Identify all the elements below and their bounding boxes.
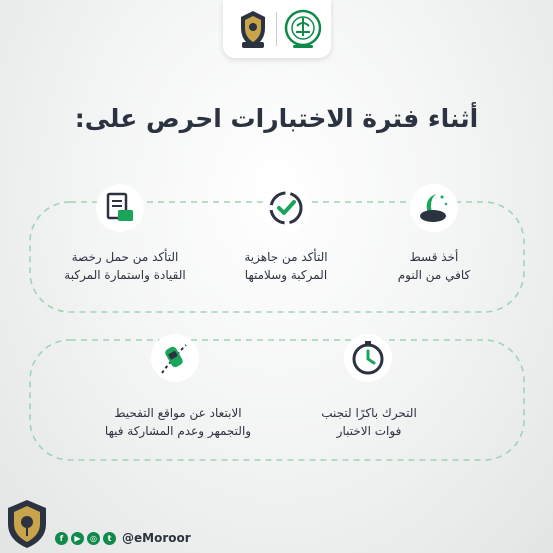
social-handle[interactable]: @eMoroor — [122, 531, 191, 545]
footer — [55, 529, 191, 547]
facebook-icon[interactable]: f — [55, 532, 68, 545]
item-line-1: التحرك باكرًا لتجنب — [321, 406, 417, 420]
car-drift-icon — [150, 333, 200, 383]
youtube-icon[interactable]: ▶ — [71, 532, 84, 545]
instagram-icon[interactable]: ◎ — [87, 532, 100, 545]
moon-icon — [409, 183, 459, 233]
page-title: أثناء فترة الاختبارات احرص على: — [74, 104, 479, 133]
list-item — [221, 248, 351, 284]
clock-icon — [343, 333, 393, 383]
twitter-icon[interactable]: t — [103, 532, 116, 545]
item-line-1: التأكد من جاهزية — [244, 250, 328, 264]
item-line-2: المركبة وسلامتها — [244, 268, 328, 282]
list-item — [40, 248, 210, 284]
logo-divider — [276, 12, 277, 46]
item-line-1: التأكد من حمل رخصة — [71, 250, 179, 264]
list-item — [299, 404, 439, 440]
logo-header — [223, 0, 331, 58]
traffic-department-logo — [235, 8, 271, 50]
traffic-emblem-logo — [4, 498, 50, 550]
item-line-2: القيادة واستمارة المركبة — [64, 268, 186, 282]
checkmark-badge-icon — [261, 183, 311, 233]
ministry-of-interior-logo — [283, 8, 323, 50]
item-line-1: أخذ قسط — [409, 250, 459, 264]
item-line-2: كافي من النوم — [397, 268, 471, 282]
item-line-2: والتجمهر وعدم المشاركة فيها — [104, 424, 252, 438]
item-line-1: الابتعاد عن مواقع التفحيط — [114, 406, 242, 420]
documents-icon — [95, 183, 145, 233]
item-line-2: فوات الاختبار — [336, 424, 402, 438]
list-item — [374, 248, 494, 284]
list-item — [88, 404, 268, 440]
